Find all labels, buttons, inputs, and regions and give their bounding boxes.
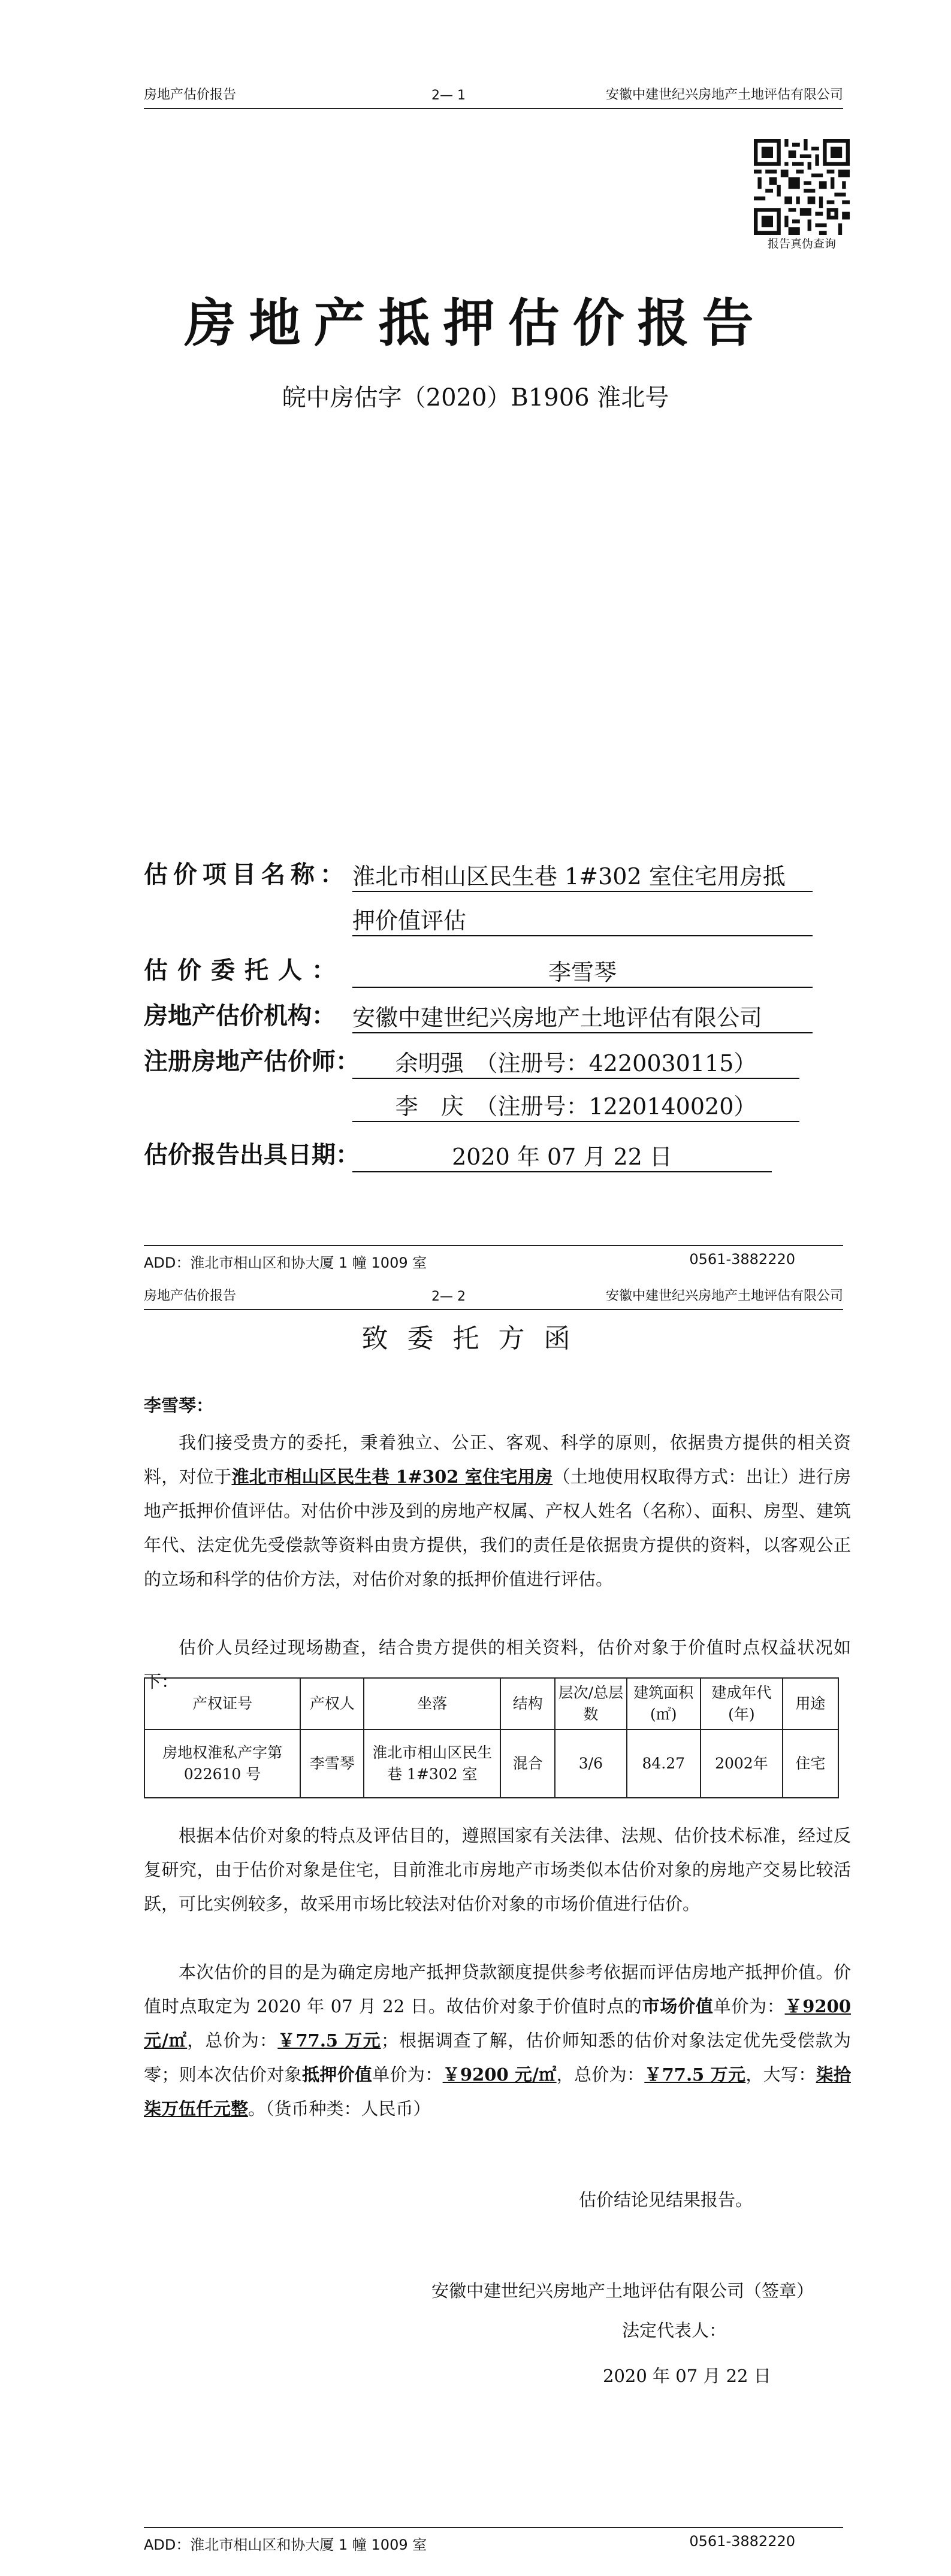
p1-text-b: （土地使用权取得方式：出让）进行房地产抵押价值评估。对估价中涉及到的房地产权属、产权人姓名（名称）、面积、房型、建筑年代、法定优先受偿款等资料由贵方提供，我们的责任是依据贵方提供的资料，以客观公正的立场和科学的估价方法，对估价对象的抵押价值进行评估。 xyxy=(144,1467,851,1589)
property-rights-table xyxy=(144,1677,839,1798)
header-title: 房地产估价报告 xyxy=(144,1289,237,1304)
letter-paragraph-4 xyxy=(144,1955,851,2126)
mortgage-total-price: ￥77.5 万元 xyxy=(644,2064,746,2085)
table-cell: 淮北市相山区民生巷 1#302 室 xyxy=(364,1730,500,1798)
issue-date-label: 估价报告出具日期： xyxy=(144,1141,360,1169)
report-cover-page xyxy=(0,0,951,1285)
qr-verification-label: 报告真伪查询 xyxy=(767,237,836,250)
client-label: 估价委托人： xyxy=(144,956,345,984)
appraiser-2: 李 庆 （注册号：1220140020） xyxy=(352,1088,799,1122)
table-cell: 84.27 xyxy=(627,1730,701,1798)
issue-date-value: 2020 年 07 月 22 日 xyxy=(352,1138,772,1172)
issue-date-row xyxy=(144,1136,360,1170)
p4-text-c: 单价为： xyxy=(713,1996,785,2016)
signing-company: 安徽中建世纪兴房地产土地评估有限公司（签章） xyxy=(431,2281,814,2301)
footer-address: ADD：淮北市相山区和协大厦 1 幢 1009 室 xyxy=(144,1254,427,1271)
client-row xyxy=(144,951,345,985)
letter-salutation xyxy=(144,1389,851,1423)
header-title: 房地产估价报告 xyxy=(144,87,237,102)
table-cell: 李雪琴 xyxy=(300,1730,364,1798)
page-footer xyxy=(144,2527,843,2568)
appraiser-row xyxy=(144,1042,360,1077)
qr-code-icon[interactable] xyxy=(754,139,850,235)
mortgage-unit-price: ￥9200 元/㎡ xyxy=(442,2064,557,2085)
p4-text-o: 。（货币种类：人民币） xyxy=(248,2099,431,2119)
mortgage-value-term: 抵押价值 xyxy=(301,2064,373,2085)
project-name-value-line2: 押价值评估 xyxy=(352,902,813,936)
letter-title: 致委托方函 xyxy=(361,1323,590,1354)
market-total-price: ￥77.5 万元 xyxy=(277,2030,381,2051)
table-header-cell: 坐落 xyxy=(364,1678,500,1730)
agency-row xyxy=(144,997,336,1031)
table-cell: 住宅 xyxy=(783,1730,838,1798)
table-cell: 混合 xyxy=(500,1730,555,1798)
footer-phone: 0561-3882220 xyxy=(689,2533,795,2550)
amount-in-words: 柒拾柒万伍仟元整 xyxy=(144,2064,851,2119)
footer-phone: 0561-3882220 xyxy=(689,1251,795,1268)
footer-address: ADD：淮北市相山区和协大厦 1 幢 1009 室 xyxy=(144,2536,427,2553)
signing-date: 2020 年 07 月 22 日 xyxy=(603,2366,771,2386)
p1-text-a: 我们接受贵方的委托，秉着独立、公正、客观、科学的原则，依据贵方提供的相关资料，对位于 xyxy=(144,1432,851,1487)
table-header-cell: 产权证号 xyxy=(144,1678,300,1730)
header-page-number: 2— 1 xyxy=(431,88,466,103)
header-company: 安徽中建世纪兴房地产土地评估有限公司 xyxy=(605,1289,843,1304)
client-value: 李雪琴 xyxy=(352,954,813,988)
report-title: 房地产抵押估价报告 xyxy=(184,293,767,353)
property-location: 淮北市相山区民生巷 1#302 室住宅用房 xyxy=(231,1467,553,1487)
project-name-label: 估价项目名称： xyxy=(144,860,349,888)
agency-value: 安徽中建世纪兴房地产土地评估有限公司 xyxy=(352,999,813,1033)
report-number: 皖中房估字（2020）B1906 淮北号 xyxy=(282,384,669,412)
letter-paragraph-3: 根据本估价对象的特点及评估目的，遵照国家有关法律、法规、估价技术标准，经过反复研究，由于估价对象是住宅，目前淮北市房地产市场类似本估价对象的房地产交易比较活跃，可比实例较多，故采用市场比较法对估价对象的市场价值进行估价。 xyxy=(144,1825,851,1914)
table-header-cell: 用途 xyxy=(783,1678,838,1730)
table-cell: 2002年 xyxy=(701,1730,783,1798)
p4-text-g: ；根据调查了解，估价师知悉的估价对象法定优先受偿款为零；则本次估价对象 xyxy=(144,2030,851,2085)
p4-text-i: 单价为： xyxy=(372,2064,443,2085)
conclusion-note: 估价结论见结果报告。 xyxy=(579,2190,753,2210)
appraiser-label: 注册房地产估价师： xyxy=(144,1047,360,1075)
page-footer xyxy=(144,1245,843,1286)
page-header xyxy=(144,84,843,109)
table-header-cell: 产权人 xyxy=(300,1678,364,1730)
market-value-term: 市场价值 xyxy=(642,1996,714,2016)
table-header-cell: 层次/总层数 xyxy=(555,1678,626,1730)
page-header xyxy=(144,1285,843,1310)
letter-paragraph-2: 估价人员经过现场勘查，结合贵方提供的相关资料，估价对象于价值时点权益状况如下： xyxy=(144,1637,851,1692)
table-cell: 3/6 xyxy=(555,1730,626,1798)
legal-representative-label: 法定代表人： xyxy=(622,2320,727,2341)
agency-label: 房地产估价机构： xyxy=(144,1002,336,1030)
market-unit-price: ￥9200 元/㎡ xyxy=(144,1996,851,2051)
p4-text-m: ，大写： xyxy=(745,2064,816,2085)
table-header-cell: 建筑面积(㎡) xyxy=(627,1678,701,1730)
table-cell: 房地权淮私产字第 022610 号 xyxy=(144,1730,300,1798)
p4-text-k: ，总价为： xyxy=(556,2064,645,2085)
table-row xyxy=(144,1730,838,1798)
header-company: 安徽中建世纪兴房地产土地评估有限公司 xyxy=(605,87,843,102)
p4-text-e: ，总价为： xyxy=(187,2030,278,2051)
table-header-cell: 结构 xyxy=(500,1678,555,1730)
table-header-row xyxy=(144,1678,838,1730)
letter-paragraph-1 xyxy=(144,1426,851,1597)
table-header-cell: 建成年代(年) xyxy=(701,1678,783,1730)
header-page-number: 2— 2 xyxy=(431,1289,466,1304)
salutation-text: 李雪琴： xyxy=(144,1395,214,1416)
p4-text-a: 本次估价的目的是为确定房地产抵押贷款额度提供参考依据而评估房地产抵押价值。价值时点取定为 2020 年 07 月 22 日。故估价对象于价值时点的 xyxy=(144,1962,851,2016)
project-name-row xyxy=(144,855,349,890)
appraiser-1: 余明强 （注册号：4220030115） xyxy=(352,1045,799,1079)
project-name-value-line1: 淮北市相山区民生巷 1#302 室住宅用房抵 xyxy=(352,858,813,892)
